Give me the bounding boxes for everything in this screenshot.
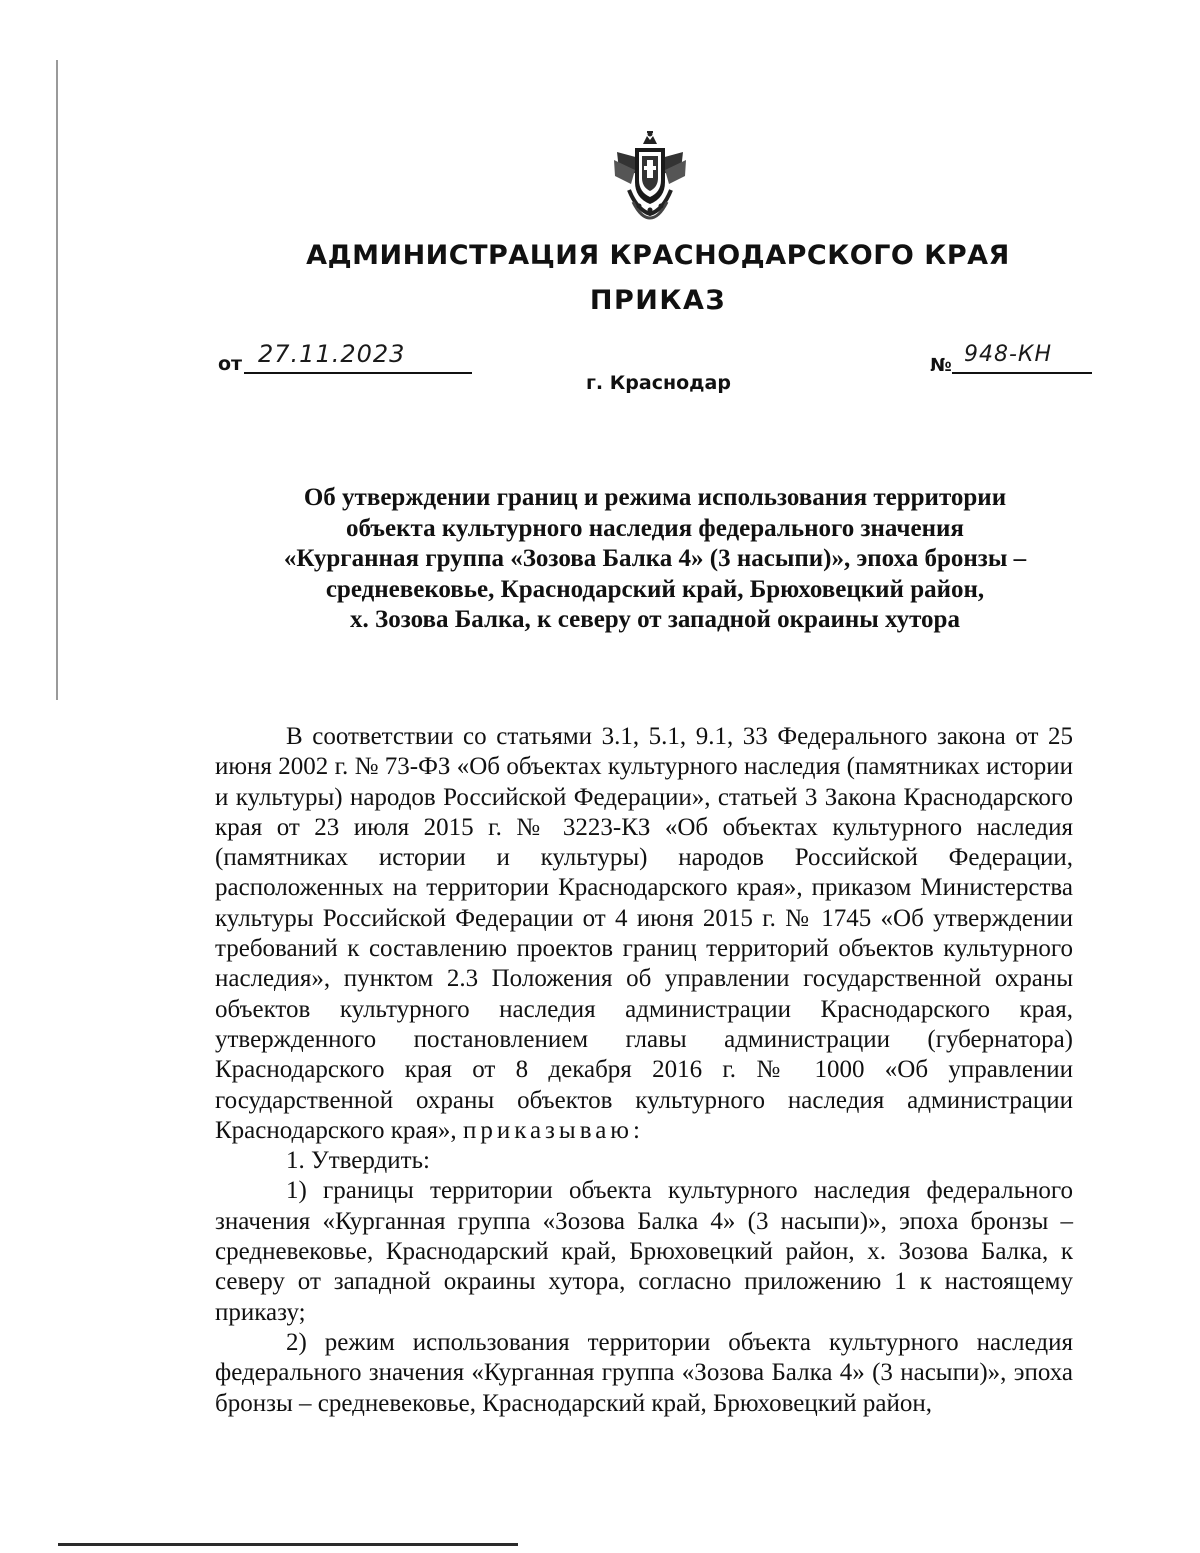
- heading-line: объекта культурного наследия федерального значения: [346, 514, 964, 542]
- order-word: приказываю:: [462, 1116, 644, 1144]
- item-paragraph: 2) режим использования территории объекта культурного наследия федерального значения «Курганная группа «Зозова Балка 4» (3 насыпи)», эпоха бронзы – средневековье, Краснодарский край, Брюховецкий район,: [215, 1328, 1073, 1417]
- preamble-paragraph: [215, 722, 1073, 1146]
- heading-line: средневековье, Краснодарский край, Брюховецкий район,: [325, 575, 985, 603]
- date-label: от: [218, 353, 243, 375]
- number-label: №: [930, 355, 952, 376]
- city-label: г. Краснодар: [586, 372, 731, 394]
- heading-line: х. Зозова Балка, к северу от западной окраины хутора: [350, 606, 960, 633]
- document-type: ПРИКАЗ: [589, 285, 727, 316]
- scan-edge-line: [56, 60, 58, 700]
- document-heading: [215, 483, 1095, 636]
- number-field: [952, 340, 1092, 374]
- date-value: 27.11.2023: [258, 340, 406, 368]
- item-paragraph: 1) границы территории объекта культурного наследия федерального значения «Курганная группа «Зозова Балка 4» (3 насыпи)», эпоха бронзы – средневековье, Краснодарский край, Брюховецкий район, х. Зозова Балка, к северу от западной окраины хутора, согласно приложению 1 к настоящему приказу;: [215, 1177, 1073, 1326]
- item-paragraph: 1. Утвердить:: [286, 1147, 430, 1175]
- document-body: [215, 722, 1073, 1419]
- organization-title: АДМИНИСТРАЦИЯ КРАСНОДАРСКОГО КРАЯ: [306, 240, 1010, 271]
- preamble-text: В соответствии со статьями 3.1, 5.1, 9.1, 33 Федерального закона от 25 июня 2002 г. № 73-ФЗ «Об объектах культурного наследия (памятниках истории и культуры) народов Российской Федерации», статьей 3 Закона Краснодарского края от 23 июля 2015 г. № 3223-КЗ «Об объектах культурного наследия (памятниках истории и культуры) народов Российской Федерации, расположенных на территории Краснодарского края», приказом Министерства культуры Российской Федерации от 4 июня 2015 г. № 1745 «Об утверждении требований к составлению проектов границ территорий объектов культурного наследия», пунктом 2.3 Положения об управлении государственной охраны объектов культурного наследия администрации Краснодарского края, утвержденного постановлением главы администрации (губернатора) Краснодарского края от 8 декабря 2016 г. № 1000 «Об управлении государственной охраны объектов культурного наследия администрации Краснодарского края»,: [215, 723, 1073, 1144]
- coat-of-arms-emblem: [609, 130, 691, 220]
- footer-rule: [58, 1543, 518, 1546]
- number-value: 948-КН: [964, 342, 1053, 367]
- heading-line: Об утверждении границ и режима использования территории: [303, 484, 1007, 511]
- heading-line: «Курганная группа «Зозова Балка 4» (3 насыпи)», эпоха бронзы –: [283, 545, 1027, 572]
- date-field: [244, 340, 472, 374]
